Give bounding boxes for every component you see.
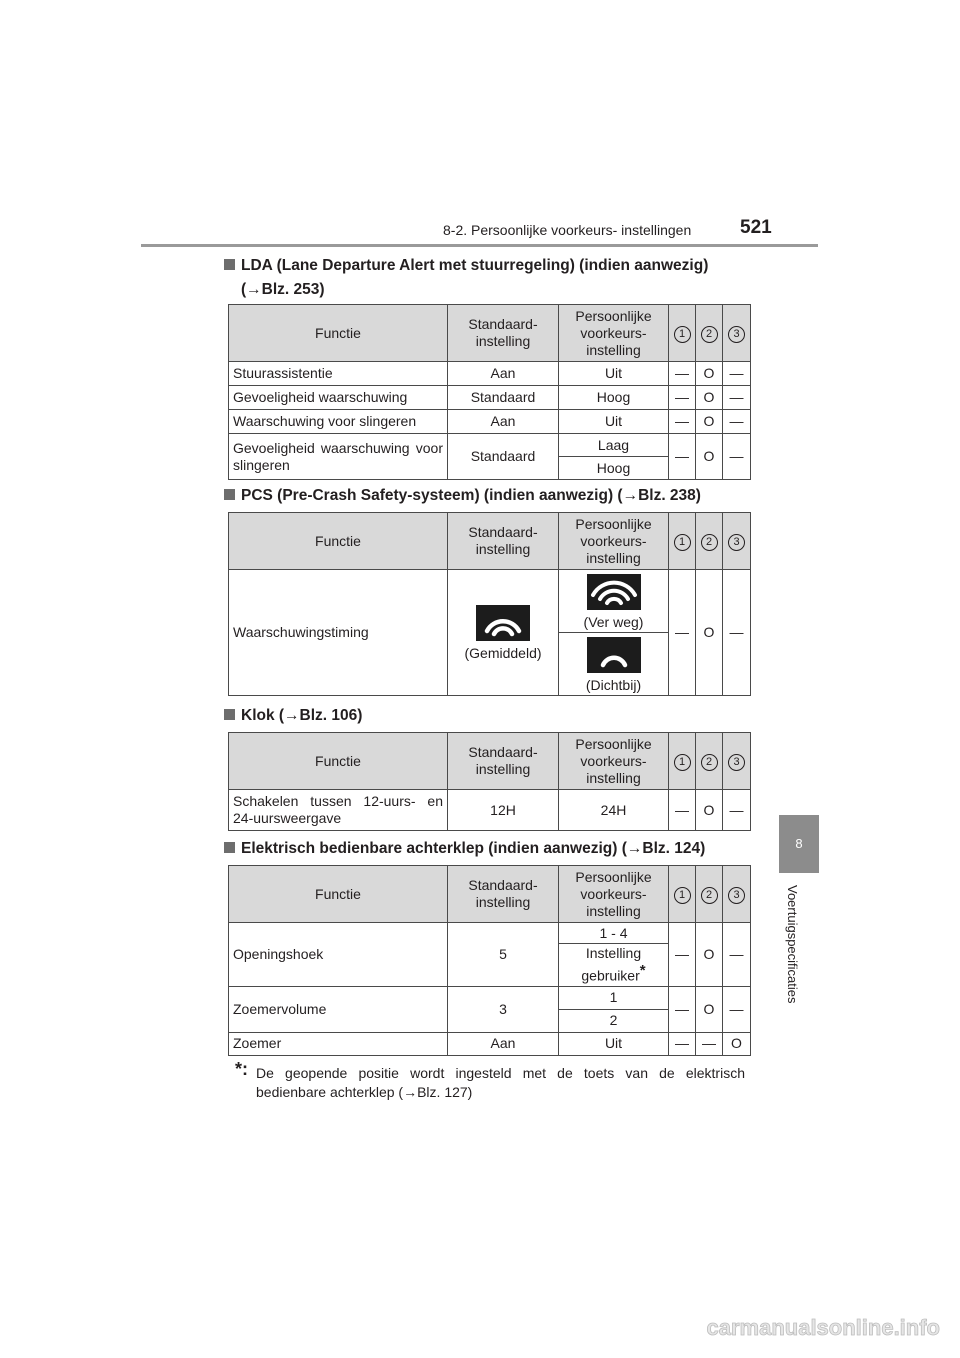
page-number: 521 bbox=[740, 217, 772, 238]
warning-timing-near-icon bbox=[587, 637, 641, 673]
heading-bullet-icon bbox=[224, 259, 235, 270]
warning-timing-medium-icon bbox=[476, 605, 530, 641]
table-row: Stuurassistentie Aan Uit — O — bbox=[229, 362, 751, 386]
col-header-custom: Persoonlijke voorkeurs- instelling bbox=[559, 733, 669, 790]
heading-bullet-icon bbox=[224, 842, 235, 853]
table-header-row bbox=[229, 733, 751, 790]
col-header-3: 3 bbox=[723, 305, 751, 362]
table-row: Waarschuwing voor slingeren Aan Uit — O — bbox=[229, 410, 751, 434]
col-header-1: 1 bbox=[669, 513, 696, 570]
heading-bullet-icon bbox=[224, 489, 235, 500]
col-header-custom: Persoonlijke voorkeurs- instelling bbox=[559, 305, 669, 362]
col-header-2: 2 bbox=[696, 866, 723, 923]
chapter-tab-label: Voertuigspecificaties bbox=[785, 885, 800, 1004]
col-header-2: 2 bbox=[696, 305, 723, 362]
footnote-mark: *: bbox=[235, 1059, 248, 1079]
table-header-row bbox=[229, 513, 751, 570]
col-header-function: Functie bbox=[229, 305, 448, 362]
clock-table bbox=[228, 732, 751, 831]
header-divider bbox=[141, 244, 818, 247]
watermark-text: carmanualsonline.info bbox=[706, 1315, 940, 1340]
tailgate-table bbox=[228, 865, 751, 1056]
warning-timing-far-icon bbox=[587, 574, 641, 610]
col-header-custom: Persoonlijke voorkeurs- instelling bbox=[559, 513, 669, 570]
col-header-3: 3 bbox=[723, 733, 751, 790]
col-header-function: Functie bbox=[229, 513, 448, 570]
pcs-heading: PCS (Pre-Crash Safety-systeem) (indien aanwezig) (→Blz. 238) bbox=[224, 484, 701, 508]
col-header-1: 1 bbox=[669, 866, 696, 923]
col-header-custom: Persoonlijke voorkeurs- instelling bbox=[559, 866, 669, 923]
table-row: Openingshoek 5 1 - 4 — O — bbox=[229, 923, 751, 944]
table-row: Gevoeligheid waarschuwing Standaard Hoog — O — bbox=[229, 386, 751, 410]
clock-heading: Klok (→Blz. 106) bbox=[224, 704, 362, 728]
section-header: 8-2. Persoonlijke voorkeurs- instellingen bbox=[443, 222, 692, 238]
col-header-function: Functie bbox=[229, 866, 448, 923]
table-header-row bbox=[229, 866, 751, 923]
col-header-1: 1 bbox=[669, 733, 696, 790]
col-header-3: 3 bbox=[723, 866, 751, 923]
lda-heading: LDA (Lane Departure Alert met stuurregeling) (indien aanwezig) (→Blz. 253) bbox=[224, 254, 750, 302]
table-row: 2 bbox=[229, 1009, 751, 1032]
col-header-standard: Standaard- instelling bbox=[448, 733, 559, 790]
col-header-3: 3 bbox=[723, 513, 751, 570]
heading-bullet-icon bbox=[224, 709, 235, 720]
table-row: Hoog bbox=[229, 457, 751, 480]
table-row: Gevoeligheid waarschuwing voor slingeren Standaard Laag — O — bbox=[229, 434, 751, 457]
col-header-standard: Standaard- instelling bbox=[448, 513, 559, 570]
pcs-table bbox=[228, 512, 751, 696]
lda-table bbox=[228, 304, 751, 480]
table-header-row bbox=[229, 305, 751, 362]
table-row: Waarschuwingstiming (Gemiddeld) (Ver weg) — O — bbox=[229, 570, 751, 633]
col-header-standard: Standaard- instelling bbox=[448, 305, 559, 362]
table-row: Zoemervolume 3 1 — O — bbox=[229, 986, 751, 1009]
col-header-2: 2 bbox=[696, 733, 723, 790]
tailgate-heading: Elektrisch bedienbare achterklep (indien aanwezig) (→Blz. 124) bbox=[224, 837, 705, 861]
table-row: Instelling gebruiker* bbox=[229, 944, 751, 987]
col-header-function: Functie bbox=[229, 733, 448, 790]
footnote-text: De geopende positie wordt ingesteld met de toets van de elektrisch bedienbare achterklep (→Blz. 127) bbox=[256, 1065, 745, 1100]
footnote bbox=[235, 1059, 745, 1102]
watermark-logo bbox=[640, 1309, 940, 1348]
chapter-tab: 8 bbox=[779, 815, 819, 873]
table-row: Zoemer Aan Uit — — O bbox=[229, 1032, 751, 1055]
col-header-1: 1 bbox=[669, 305, 696, 362]
col-header-2: 2 bbox=[696, 513, 723, 570]
col-header-standard: Standaard- instelling bbox=[448, 866, 559, 923]
table-row: Schakelen tussen 12-uurs- en 24-uursweergave 12H 24H — O — bbox=[229, 790, 751, 831]
table-row: (Dichtbij) bbox=[229, 633, 751, 696]
